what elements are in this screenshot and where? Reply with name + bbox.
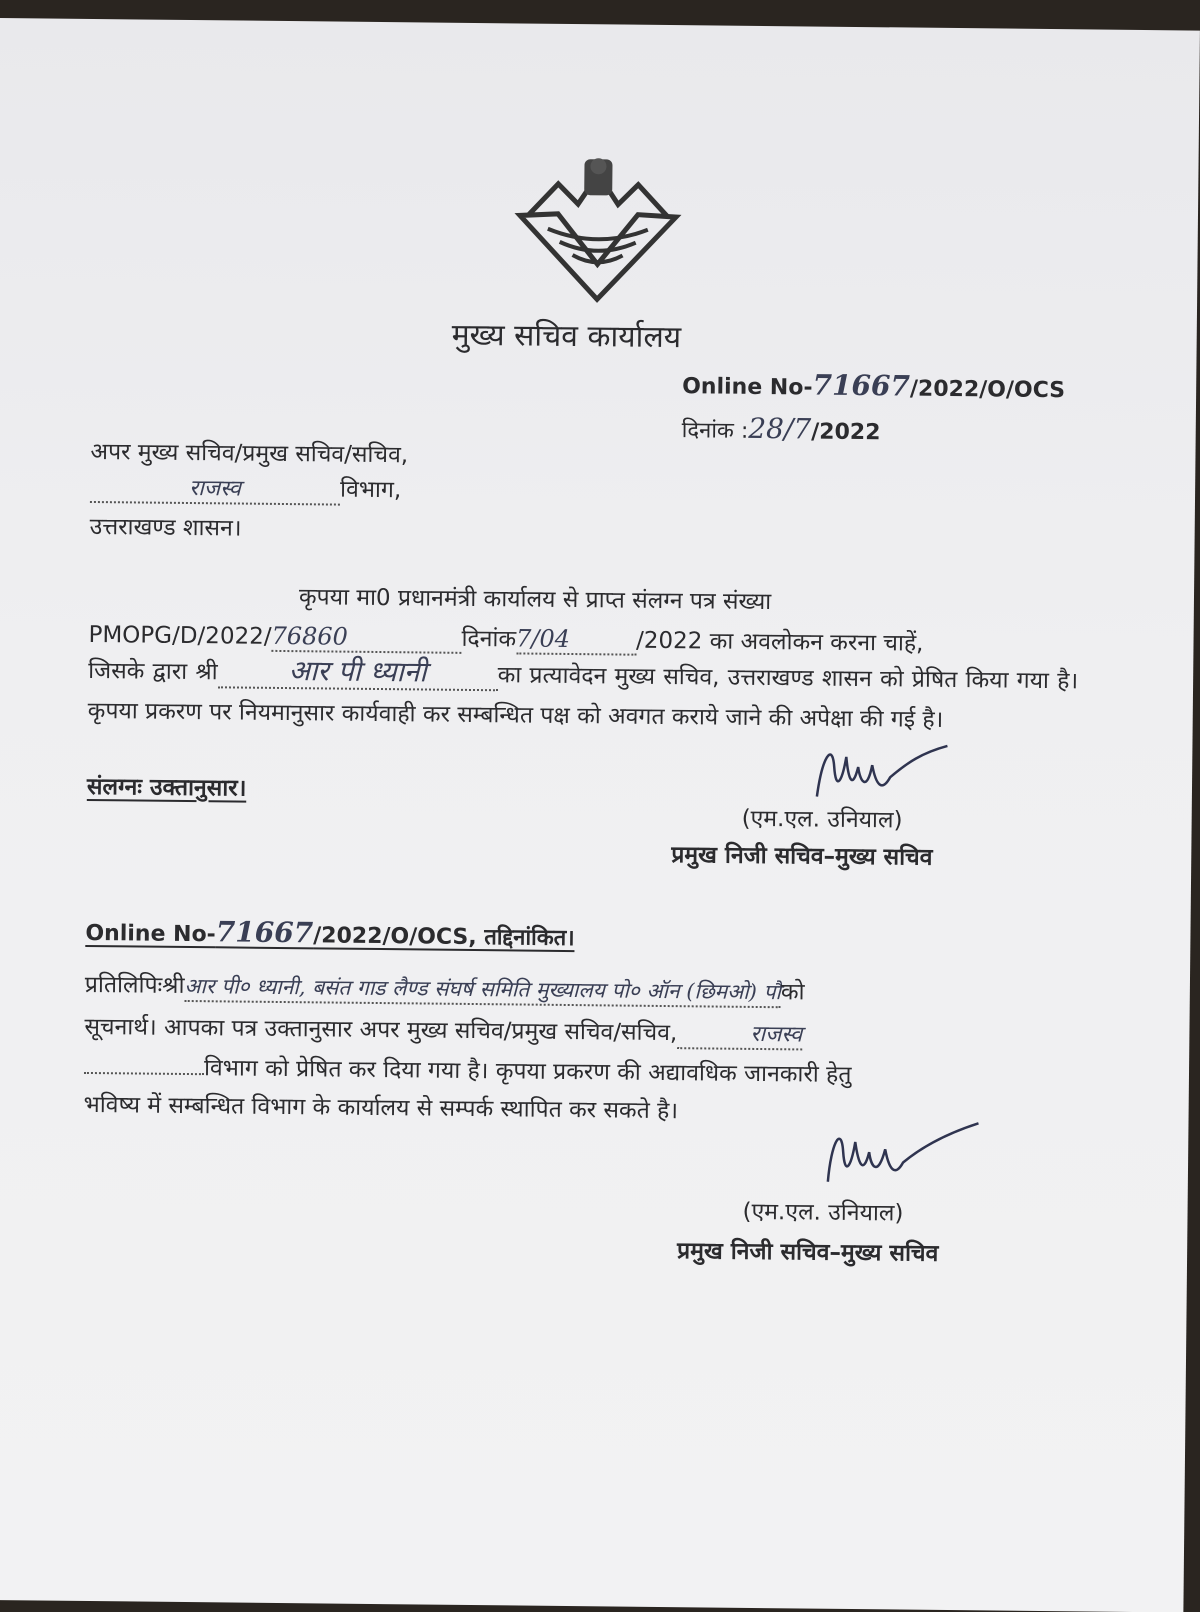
signature-1-designation: प्रमुख निजी सचिव–मुख्य सचिव	[671, 842, 933, 871]
online-number-header	[682, 367, 1065, 404]
online-no-handwritten: 71667	[812, 368, 911, 403]
department-suffix: विभाग,	[339, 476, 402, 504]
copy-online-no-label: Online No-	[85, 920, 216, 948]
copy-handwritten: आर पी० ध्यानी, बसंत गाड लैण्ड संघर्ष समिति मुख्यालय पो० ऑन (छिमओ) पौ	[184, 972, 781, 1008]
reference-date-suffix: /2022 का अवलोकन करना चाहें,	[635, 627, 924, 657]
reference-prefix: PMOPG/D/2022/	[88, 621, 272, 650]
addressee-line2	[90, 469, 401, 506]
through-suffix: का प्रत्यावेदन मुख्य सचिव, उत्तराखण्ड शासन को प्रेषित किया गया है। कृपया प्रकरण पर नियमानुसार कार्यवाही कर सम्बन्धित पक्ष को अवगत कराये जाने की अपेक्षा की गई है।	[87, 662, 1079, 733]
reference-handwritten: 76860	[271, 621, 349, 651]
copy-prefix: प्रतिलिपिःश्री	[84, 971, 185, 999]
body-opening: कृपया मा0 प्रधानमंत्री कार्यालय से प्राप्त संलग्न पत्र संख्या	[298, 584, 772, 616]
date-handwritten: 28/7	[748, 411, 812, 446]
copy-line3	[84, 1049, 852, 1089]
copy-online-no-suffix: /2022/O/OCS, तद्दिनांकित।	[313, 923, 575, 952]
online-no-suffix: /2022/O/OCS	[909, 376, 1066, 404]
date-label: दिनांक :	[681, 418, 749, 444]
copy-line3-text: विभाग को प्रेषित कर दिया गया है। कृपया प्रकरण की अद्यावधिक जानकारी हेतु	[203, 1055, 852, 1088]
reference-date-handwritten: 7/04	[515, 624, 571, 654]
header-date	[682, 411, 881, 446]
copy-line2-handwritten: राजस्व	[750, 1021, 803, 1048]
copy-line2	[84, 1009, 802, 1051]
body-paragraph	[88, 651, 1079, 741]
letter-paper	[0, 18, 1200, 1612]
signature-1-name: (एम.एल. उनियाल)	[741, 805, 903, 834]
enclosure-note: संलग्नः उक्तानुसार।	[86, 773, 247, 802]
copy-line1	[85, 967, 805, 1009]
online-no-label: Online No-	[682, 374, 813, 401]
through-prefix: जिसके द्वारा श्री	[88, 657, 218, 686]
copy-line4: भविष्य में सम्बन्धित विभाग के कार्यालय से सम्पर्क स्थापित कर सकते है।	[83, 1091, 679, 1125]
person-handwritten: आर पी ध्यानी	[288, 654, 427, 689]
copy-suffix: को	[780, 979, 805, 1006]
office-title: मुख्य सचिव कार्यालय	[451, 317, 682, 356]
uttarakhand-emblem-icon	[517, 153, 679, 305]
addressee-line3: उत्तराखण्ड शासन।	[89, 513, 242, 542]
copy-online-number	[85, 914, 575, 952]
department-handwritten: राजस्व	[189, 476, 242, 502]
addressee-line1: अपर मुख्य सचिव/प्रमुख सचिव/सचिव,	[90, 438, 409, 469]
signature-1-icon	[812, 737, 953, 808]
signature-2-designation: प्रमुख निजी सचिव–मुख्य सचिव	[676, 1238, 939, 1267]
signature-2-icon	[823, 1117, 984, 1194]
copy-online-no-handwritten: 71667	[215, 915, 314, 950]
reference-date-label: दिनांक	[461, 625, 517, 653]
signature-2-name: (एम.एल. उनियाल)	[742, 1198, 904, 1227]
copy-line2-start: सूचनार्थ। आपका पत्र उक्तानुसार अपर मुख्य सचिव/प्रमुख सचिव/सचिव,	[84, 1013, 678, 1047]
date-suffix: /2022	[811, 419, 881, 446]
